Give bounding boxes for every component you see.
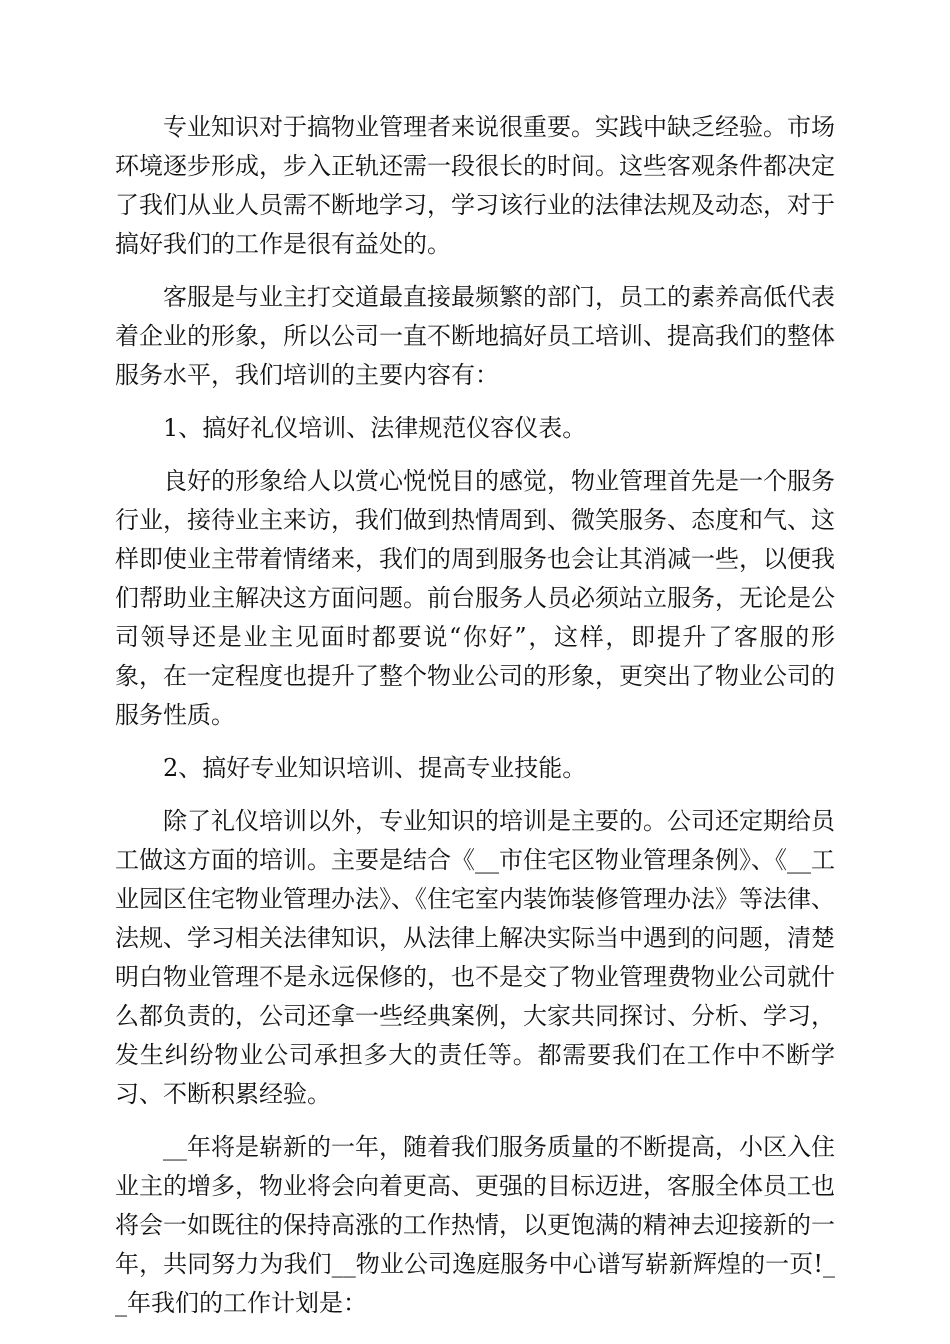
paragraph-1: 专业知识对于搞物业管理者来说很重要。实践中缺乏经验。市场环境逐步形成，步入正轨还需一段很长的时间。这些客观条件都决定了我们从业人员需不断地学习，学习该行业的法律法规及动态，对于搞好我们的工作是很有益处的。: [115, 113, 835, 258]
paragraph-4: 良好的形象给人以赏心悦悦目的感觉，物业管理首先是一个服务行业，接待业主来访，我们做到热情周到、微笑服务、态度和气、这样即使业主带着情绪来，我们的周到服务也会让其消减一些，以便我们帮助业主解决这方面问题。前台服务人员必须站立服务，无论是公司领导还是业主见面时都要说“你好”，这样，即提升了客服的形象，在一定程度也提升了整个物业公司的形象，更突出了物业公司的服务性质。: [115, 467, 835, 729]
paragraph-5: 2、搞好专业知识培训、提高专业技能。: [163, 754, 587, 782]
paragraph-7: __年将是崭新的一年，随着我们服务质量的不断提高，小区入住业主的增多，物业将会向着更高、更强的目标迈进，客服全体员工也将会一如既往的保持高涨的工作热情，以更饱满的精神去迎接新的一年，共同努力为我们__物业公司逸庭服务中心谱写崭新辉煌的一页!__年我们的工作计划是：: [115, 1133, 835, 1317]
paragraph-6: 除了礼仪培训以外，专业知识的培训是主要的。公司还定期给员工做这方面的培训。主要是结合《__市住宅区物业管理条例》、《__工业园区住宅物业管理办法》、《住宅室内装饰装修管理办法》等法律、法规、学习相关法律知识，从法律上解决实际当中遇到的问题，清楚明白物业管理不是永远保修的，也不是交了物业管理费物业公司就什么都负责的，公司还拿一些经典案例，大家共同探讨、分析、学习，发生纠纷物业公司承担多大的责任等。都需要我们在工作中不断学习、不断积累经验。: [115, 807, 835, 1108]
document-body: [115, 108, 835, 1337]
paragraph-2: 客服是与业主打交道最直接最频繁的部门，员工的素养高低代表着企业的形象，所以公司一直不断地搞好员工培训、提高我们的整体服务水平，我们培训的主要内容有：: [115, 283, 835, 389]
paragraph-3: 1、搞好礼仪培训、法律规范仪容仪表。: [163, 414, 587, 442]
